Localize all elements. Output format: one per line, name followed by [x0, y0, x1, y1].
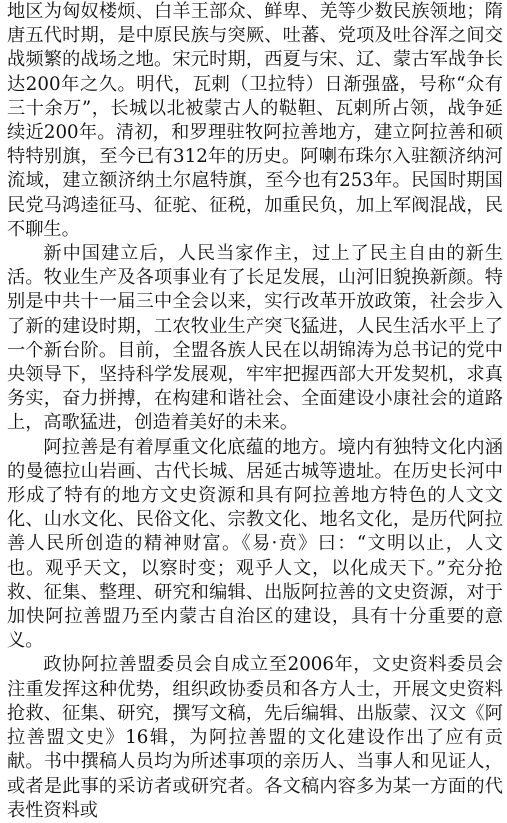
- paragraph-new-china: 新中国建立后，人民当家作主，过上了民主自由的新生活。牧业生产及各项事业有了长足发展，山河旧貌换新颜。特别是中共十一届三中全会以来，实行改革开放政策，社会步入了新的建设时期，工农牧业生产突飞猛进，人民生活水平上了一个新台阶。目前，全盟各族人民在以胡锦涛为总书记的党中央领导下，坚持科学发展观，牢牢把握西部大开发契机，求真务实，奋力拼搏，在构建和谐社会、全面建设小康社会的道路上，高歌猛进，创造着美好的未来。: [7, 243, 503, 434]
- paragraph-culture: 阿拉善是有着厚重文化底蕴的地方。境内有独特文化内涵的曼德拉山岩画、古代长城、居延古城等遗址。在历史长河中形成了特有的地方文史资源和具有阿拉善地方特色的人文文化、山水文化、民俗文化、宗教文化、地名文化，是历代阿拉善人民所创造的精神财富。《易·贲》曰：“文明以止，人文也。观乎天文，以察时变；观乎人文，以化成天下。”充分抢救、征集、整理、研究和编辑、出版阿拉善的文史资源，对于加快阿拉善盟乃至内蒙古自治区的建设，具有十分重要的意义。: [7, 436, 503, 652]
- document-page: [7, 0, 503, 821]
- paragraph-cppcc: 政协阿拉善盟委员会自成立至2006年，文史资料委员会注重发挥这种优势，组织政协委员和各方人士，开展文史资料抢救、征集、研究，撰写文稿，先后编辑、出版蒙、汉文《阿拉善盟文史》16辑，为阿拉善盟的文化建设作出了应有贡献。书中撰稿人员均为所述事项的亲历人、当事人和见证人，或者是此事的采访者或研究者。各文稿内容多为某一方面的代表性资料或: [7, 654, 503, 821]
- paragraph-continued: 地区为匈奴楼烦、白羊王部众、鲜卑、羌等少数民族领地；隋唐五代时期，是中原民族与突厥、吐蕃、党项及吐谷浑之间交战频繁的战场之地。宋元时期，西夏与宋、辽、蒙古军战争长达200年之久。明代，瓦剌（卫拉特）日渐强盛，号称“众有三十余万”，长城以北被蒙古人的鞑靼、瓦剌所占领，战争延续近200年。清初，和罗理驻牧阿拉善地方，建立阿拉善和硕特特别旗，至今已有312年的历史。阿喇布珠尔入驻额济纳河流域，建立额济纳土尔扈特旗，至今也有253年。民国时期国民党马鸿逵征马、征驼、征税，加重民负，加上军阀混战，民不聊生。: [7, 1, 503, 240]
